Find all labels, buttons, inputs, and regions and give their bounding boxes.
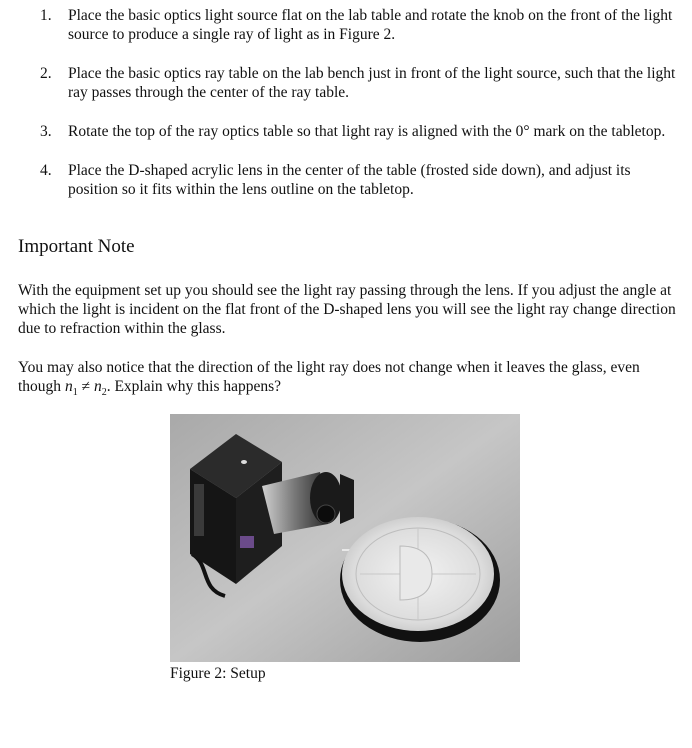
note-paragraph-1: With the equipment set up you should see the light ray passing through the lens. If you adjust the angle at which the light is incident on the flat front of the D-shaped lens you will see the light ray change direction due to refraction within the glass.	[18, 282, 676, 337]
adjustment-knob	[317, 505, 335, 523]
slit-bracket	[340, 474, 354, 524]
procedure-steps	[40, 6, 680, 219]
step-4	[40, 161, 680, 199]
label-sticker	[240, 536, 254, 548]
section-heading: Important Note	[18, 236, 135, 257]
step-number: 1.	[40, 7, 52, 24]
paragraph-text: . Explain why this happens?	[106, 378, 282, 395]
step-number: 2.	[40, 65, 52, 82]
step-text: Rotate the top of the ray optics table so that light ray is aligned with the 0° mark on the tabletop.	[68, 123, 666, 140]
n-symbol: n	[64, 378, 73, 395]
step-number: 4.	[40, 162, 52, 179]
step-number: 3.	[40, 123, 52, 140]
subscript-1: 1	[72, 387, 78, 399]
step-1	[40, 6, 680, 44]
note-paragraph-2	[18, 358, 678, 402]
not-equal-sign: ≠	[77, 378, 94, 395]
n-symbol: n	[93, 378, 102, 395]
vent-grille	[194, 484, 204, 536]
step-3	[40, 122, 680, 141]
step-text: Place the basic optics ray table on the lab bench just in front of the light source, such that the light ray passes through the center of the ray table.	[68, 65, 676, 101]
setup-photo-graphic	[170, 414, 520, 662]
step-text: Place the D-shaped acrylic lens in the center of the table (frosted side down), and adjust its position so it fits within the lens outline on the tabletop.	[68, 162, 631, 198]
step-2	[40, 64, 680, 102]
subscript-2: 2	[101, 387, 107, 399]
step-text: Place the basic optics light source flat on the lab table and rotate the knob on the front of the light source to produce a single ray of light as in Figure 2.	[68, 7, 673, 43]
figure-caption: Figure 2: Setup	[170, 665, 266, 682]
ray-table	[340, 517, 500, 642]
paragraph-text: You may also notice that the direction of the light ray does not change when it leaves the glass, even though	[18, 359, 640, 395]
setup-photo	[170, 414, 520, 662]
